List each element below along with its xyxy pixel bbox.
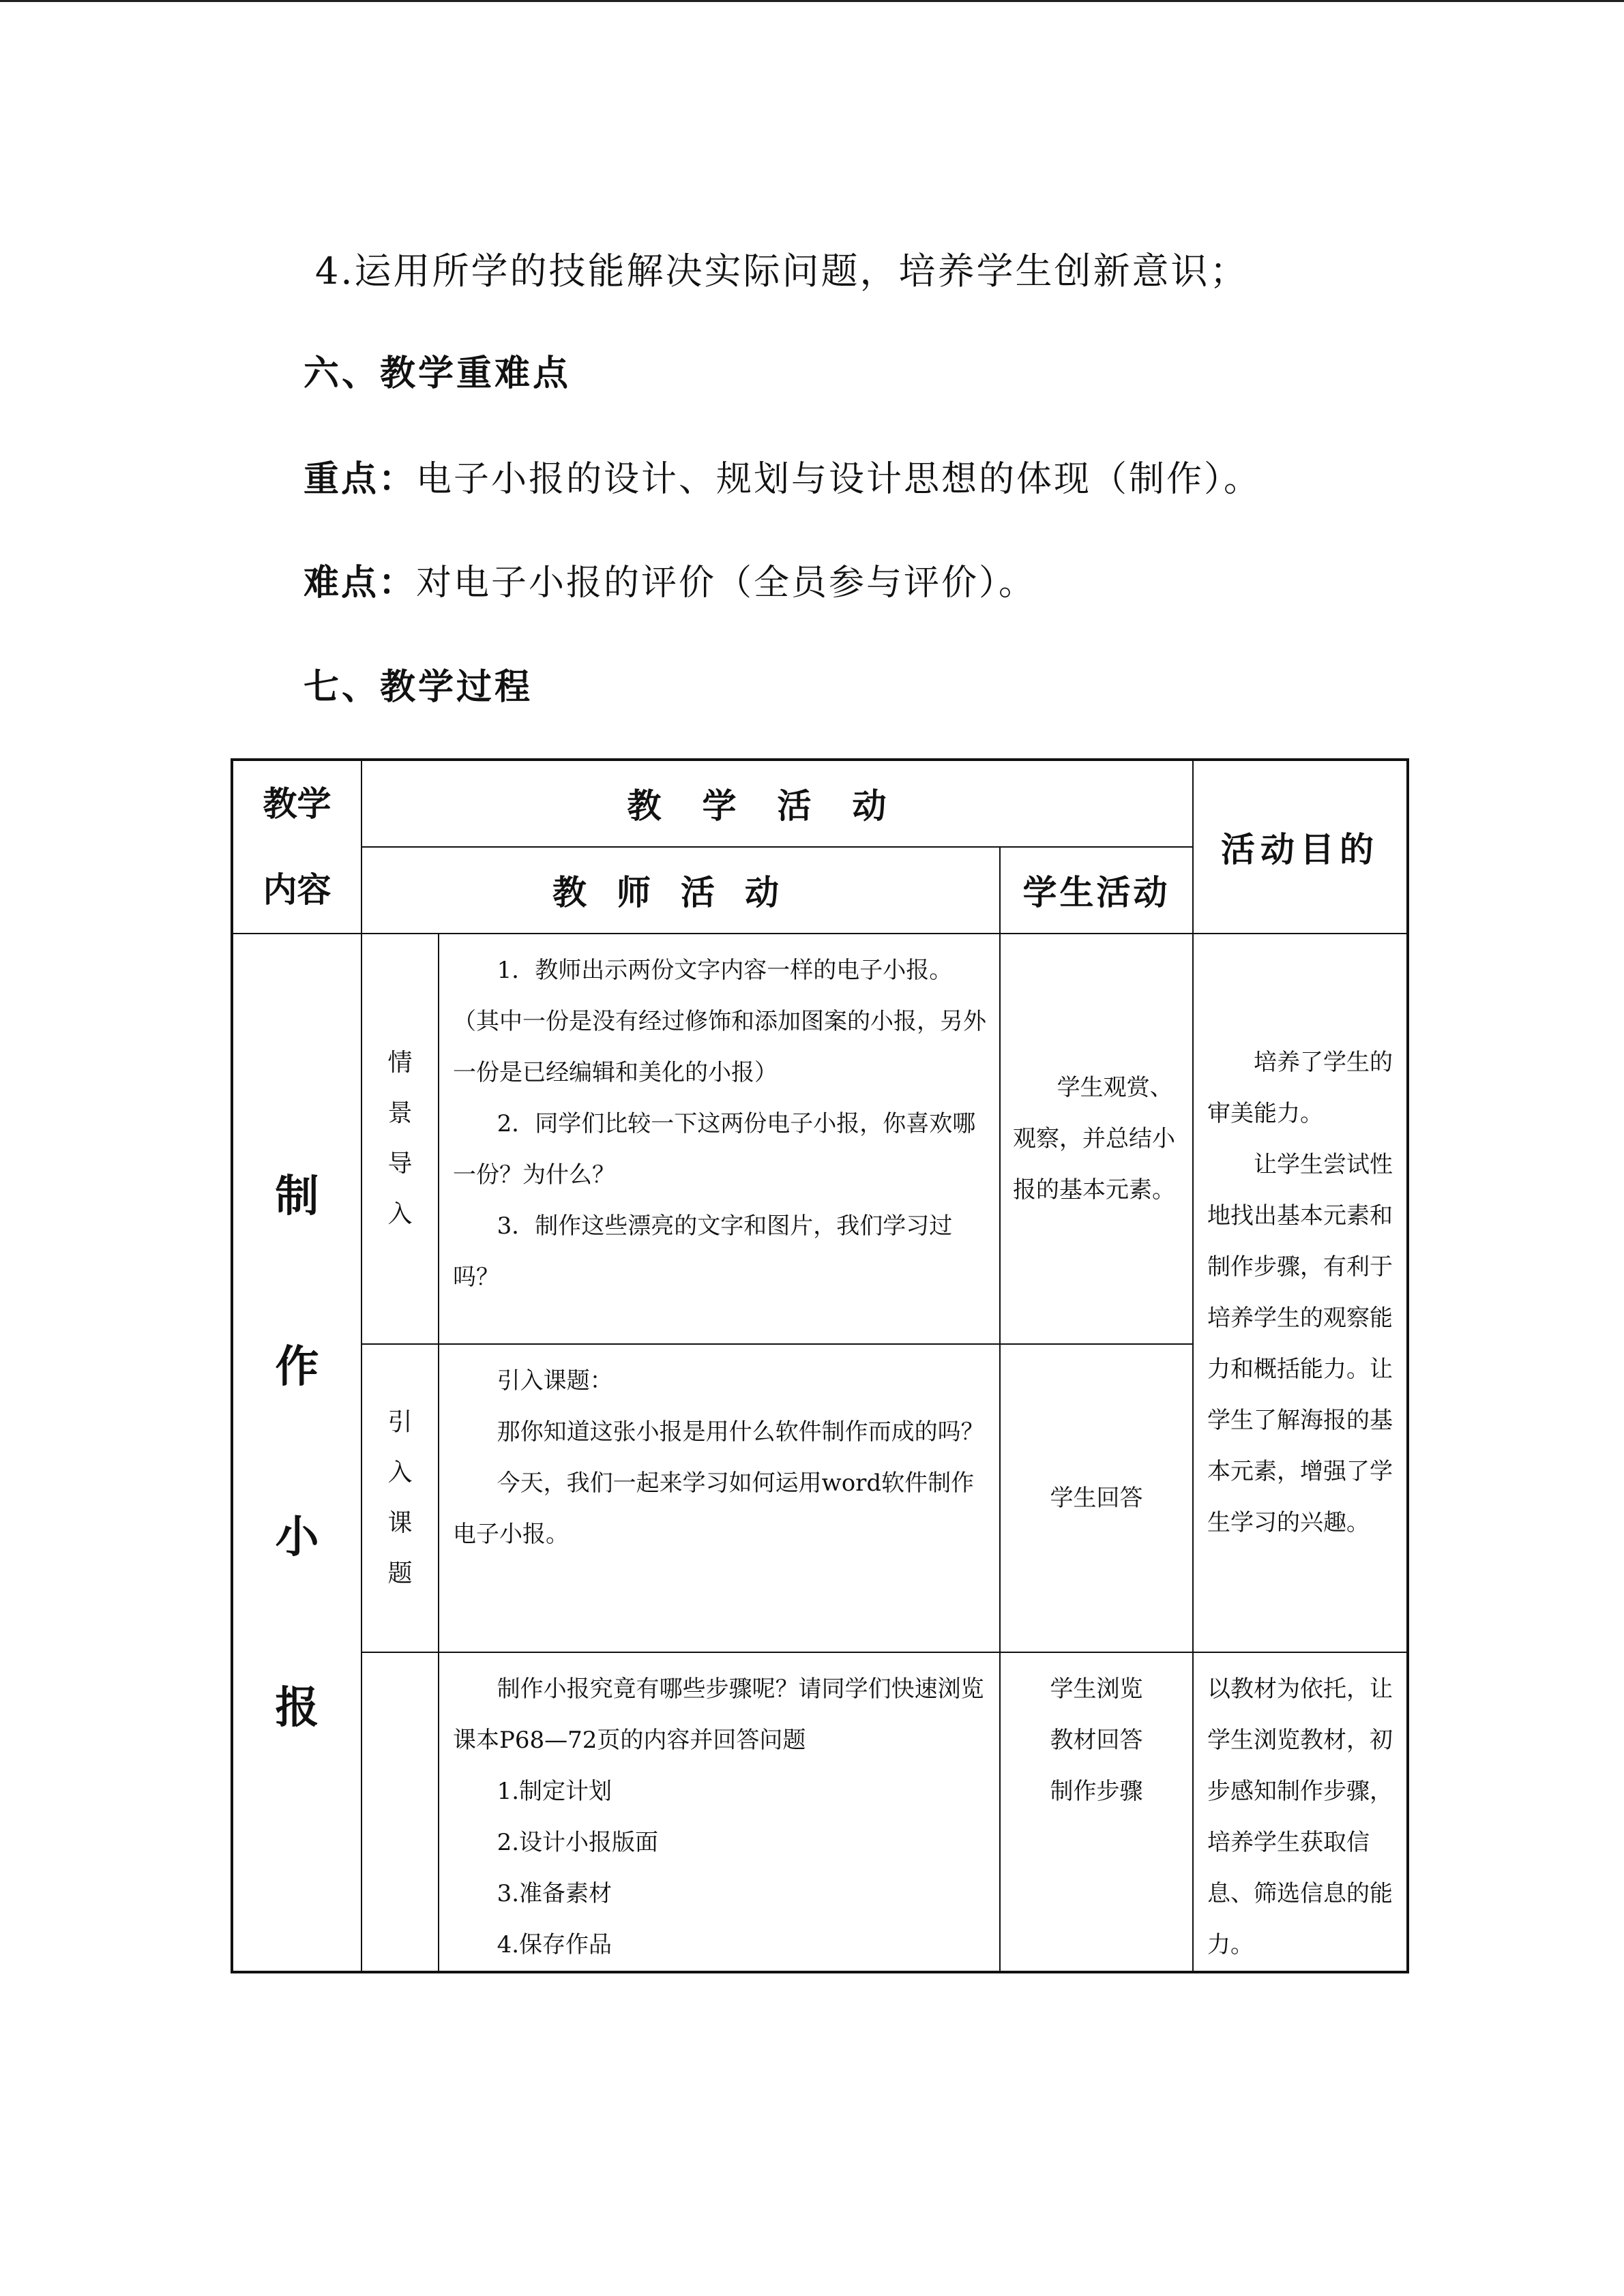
key-point-paragraph [304, 450, 1261, 501]
phase-browse-steps [361, 1652, 439, 1972]
category-char: 小 [275, 1512, 319, 1563]
phase-char: 课 [387, 1509, 413, 1537]
purpose-steps [1193, 1652, 1408, 1972]
teacher-step: 2．同学们比较一下这两份电子小报，你喜欢哪一份？为什么？ [453, 1110, 976, 1189]
purpose-text: 以教材为依托，让学生浏览教材，初步感知制作步骤，培养学生获取信息、筛选信息的能力。 [1207, 1675, 1393, 1958]
teacher-step: 那你知道这张小报是用什么软件制作而成的吗？ [497, 1418, 984, 1446]
section-7-heading: 七、教学过程 [304, 666, 533, 708]
teacher-step: 3．制作这些漂亮的文字和图片，我们学习过吗？ [453, 1212, 953, 1291]
student-text: 学生回答 [1050, 1484, 1143, 1512]
teacher-activity-topic [439, 1344, 1000, 1652]
teaching-process-table [231, 758, 1409, 1973]
teacher-activity-scenario [439, 934, 1000, 1344]
difficulty-label: 难点： [304, 562, 417, 603]
teacher-step: 今天，我们一起来学习如何运用word软件制作电子小报。 [453, 1470, 975, 1548]
teacher-step: 1．教师出示两份文字内容一样的电子小报。（其中一份是没有经过修饰和添加图案的小报，另外一份是已经编辑和美化的小报） [453, 957, 986, 1086]
phase-scenario-intro [361, 934, 439, 1344]
header-teaching-content [232, 760, 361, 934]
phase-char: 入 [387, 1200, 413, 1228]
header-teaching-activities: 教学活动 [361, 760, 1193, 847]
step-item: 2.设计小报版面 [497, 1829, 659, 1856]
student-activity-topic [1000, 1344, 1193, 1652]
student-line: 制作步骤 [1050, 1778, 1143, 1805]
difficulty-text: 对电子小报的评价（全员参与评价）。 [416, 563, 1037, 603]
teacher-step: 制作小报究竟有哪些步骤呢？请同学们快速浏览课本P68—72页的内容并回答问题 [453, 1675, 984, 1754]
header-activity-purpose: 活动目的 [1193, 760, 1408, 934]
objective-item-4: 4.运用所学的技能解决实际问题，培养学生创新意识； [315, 250, 1249, 293]
phase-char: 情 [387, 1049, 413, 1077]
category-char: 制 [275, 1171, 319, 1222]
category-char: 报 [275, 1682, 319, 1733]
header-student-activity: 学生活动 [1000, 847, 1193, 934]
header-content-line-2: 内容 [263, 869, 331, 910]
step-item: 1.制定计划 [497, 1778, 612, 1805]
student-activity-scenario [1000, 934, 1193, 1344]
step-item: 4.保存作品 [497, 1931, 612, 1958]
student-line: 学生浏览 [1050, 1675, 1143, 1703]
difficulty-paragraph [304, 554, 1036, 605]
teacher-activity-steps [439, 1652, 1000, 1972]
header-teacher-activity: 教师活动 [361, 847, 1000, 934]
key-point-label: 重点： [304, 458, 417, 500]
step-item: 3.准备素材 [497, 1880, 612, 1907]
phase-char: 题 [387, 1560, 413, 1587]
student-activity-steps [1000, 1652, 1193, 1972]
student-text: 学生观赏、观察，并总结小报的基本元素。 [1013, 1073, 1175, 1204]
phase-introduce-topic [361, 1344, 439, 1652]
phase-char: 入 [387, 1459, 413, 1487]
phase-char: 景 [387, 1099, 413, 1127]
page-top-border [0, 0, 1624, 2]
category-char: 作 [275, 1341, 319, 1392]
category-make-newspaper [232, 934, 361, 1972]
teacher-step: 引入课题： [497, 1367, 613, 1395]
header-content-line-1: 教学 [263, 784, 331, 824]
phase-char: 导 [387, 1150, 413, 1178]
purpose-text: 让学生尝试性地找出基本元素和制作步骤，有利于培养学生的观察能力和概括能力。让学生了解海报的基本元素，增强了学生学习的兴趣。 [1207, 1151, 1393, 1536]
phase-char: 引 [387, 1408, 413, 1436]
student-line: 教材回答 [1050, 1727, 1143, 1754]
section-6-heading: 六、教学重难点 [304, 353, 572, 394]
purpose-merged [1193, 934, 1408, 1652]
purpose-text: 培养了学生的审美能力。 [1207, 1049, 1393, 1127]
key-point-text: 电子小报的设计、规划与设计思想的体现（制作）。 [416, 459, 1262, 500]
